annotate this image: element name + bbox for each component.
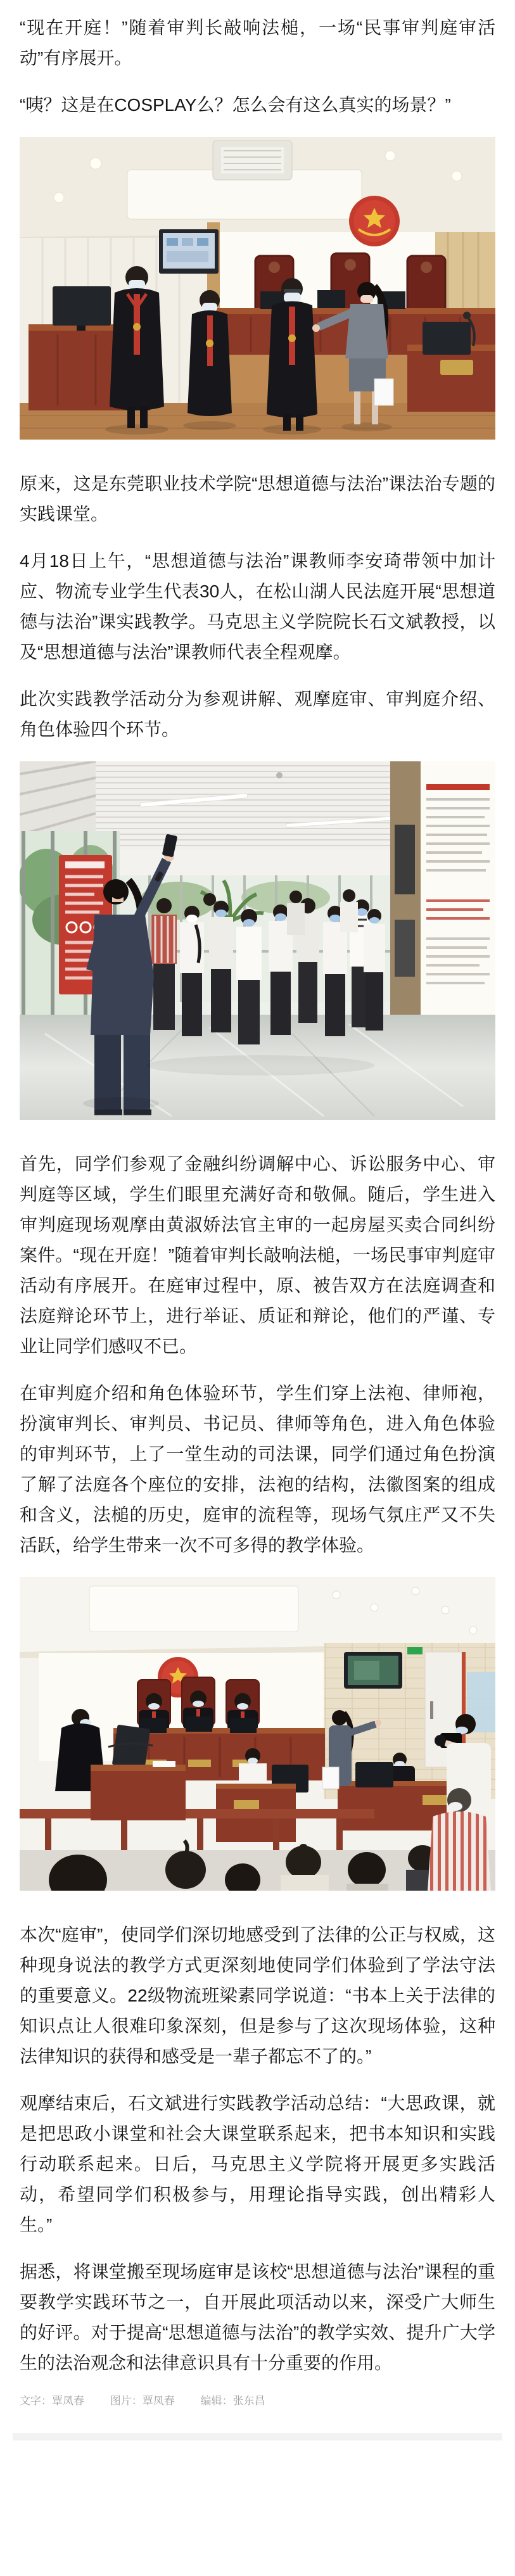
photo-mock-trial-session[interactable] — [20, 1577, 495, 1891]
credit-editor: 编辑：张东昌 — [200, 2395, 265, 2407]
article-paragraph: 此次实践教学活动分为参观讲解、观摩庭审、审判庭介绍、角色体验四个环节。 — [20, 689, 495, 739]
photo-court-lobby-tour[interactable] — [20, 761, 495, 1120]
article-paragraph: “现在开庭！”随着审判长敲响法槌，一场“民事审判庭审活动”有序展开。 — [20, 18, 495, 68]
article-paragraph: 在审判庭介绍和角色体验环节，学生们穿上法袍、律师袍，扮演审判长、审判员、书记员、律师等角色，进入角色体验的审判环节，上了一堂生动的司法课，同学们通过角色扮演了解了法庭各个座位的安排，法袍的结构，法徽图案的组成和含义，法槌的历史，庭审的流程等，现场气氛庄严又不失活跃，给学生带来一次不可多得的教学体验。 — [20, 1383, 495, 1555]
bottom-section-divider — [13, 2433, 502, 2440]
article-paragraph: “咦？这是在COSPLAY么？怎么会有这么真实的场景？” — [20, 95, 451, 115]
article-paragraph: 4月18日上午，“思想道德与法治”课教师李安琦带领中加计应、物流专业学生代表30人，在松山湖人民法庭开展“思想道德与法治”课实践教学。马克思主义学院院长石文斌教授，以及“思想道德与法治”课教师代表全程观摩。 — [20, 551, 495, 662]
article-paragraph: 据悉，将课堂搬至现场庭审是该校“思想道德与法治”课程的重要教学实践环节之一，自开展此项活动以来，深受广大师生的好评。对于提高“思想道德与法治”的教学实效、提升广大学生的法治观念和法律意识具有十分重要的作用。 — [20, 2262, 495, 2373]
photo-courtroom-students-robes[interactable] — [20, 137, 495, 440]
article-paragraph: 原来，这是东莞职业技术学院“思想道德与法治”课法治专题的实践课堂。 — [20, 474, 495, 524]
article-paragraph: 本次“庭审”，使同学们深切地感受到了法律的公正与权威，这种现身说法的教学方式更深刻地使同学们体验到了学法守法的重要意义。22级物流班梁素同学说道：“书本上关于法律的知识点让人很难印象深刻，但是参与了这次现场体验，这种法律知识的获得和感受是一辈子都忘不了的。” — [20, 1925, 495, 2066]
credit-photo-author: 图片：覃凤春 — [110, 2395, 175, 2407]
article-credits — [20, 2395, 495, 2408]
credit-text-author: 文字：覃凤春 — [20, 2395, 84, 2407]
article-paragraph: 首先，同学们参观了金融纠纷调解中心、诉讼服务中心、审判庭等区域，学生们眼里充满好奇和敬佩。随后，学生进入审判庭现场观摩由黄淑娇法官主审的一起房屋买卖合同纠纷案件。“现在开庭！”随着审判长敲响法槌，一场民事审判庭审活动有序展开。在庭审过程中，原、被告双方在法庭调查和法庭辩论环节上，进行举证、质证和辩论，他们的严谨、专业让同学们感叹不已。 — [20, 1154, 495, 1356]
article-paragraph: 观摩结束后，石文斌进行实践教学活动总结：“大思政课，就是把思政小课堂和社会大课堂联系起来，把书本知识和实践行动联系起来。日后，马克思主义学院将开展更多实践活动，希望同学们积极参与，用理论指导实践，创出精彩人生。” — [20, 2093, 495, 2235]
